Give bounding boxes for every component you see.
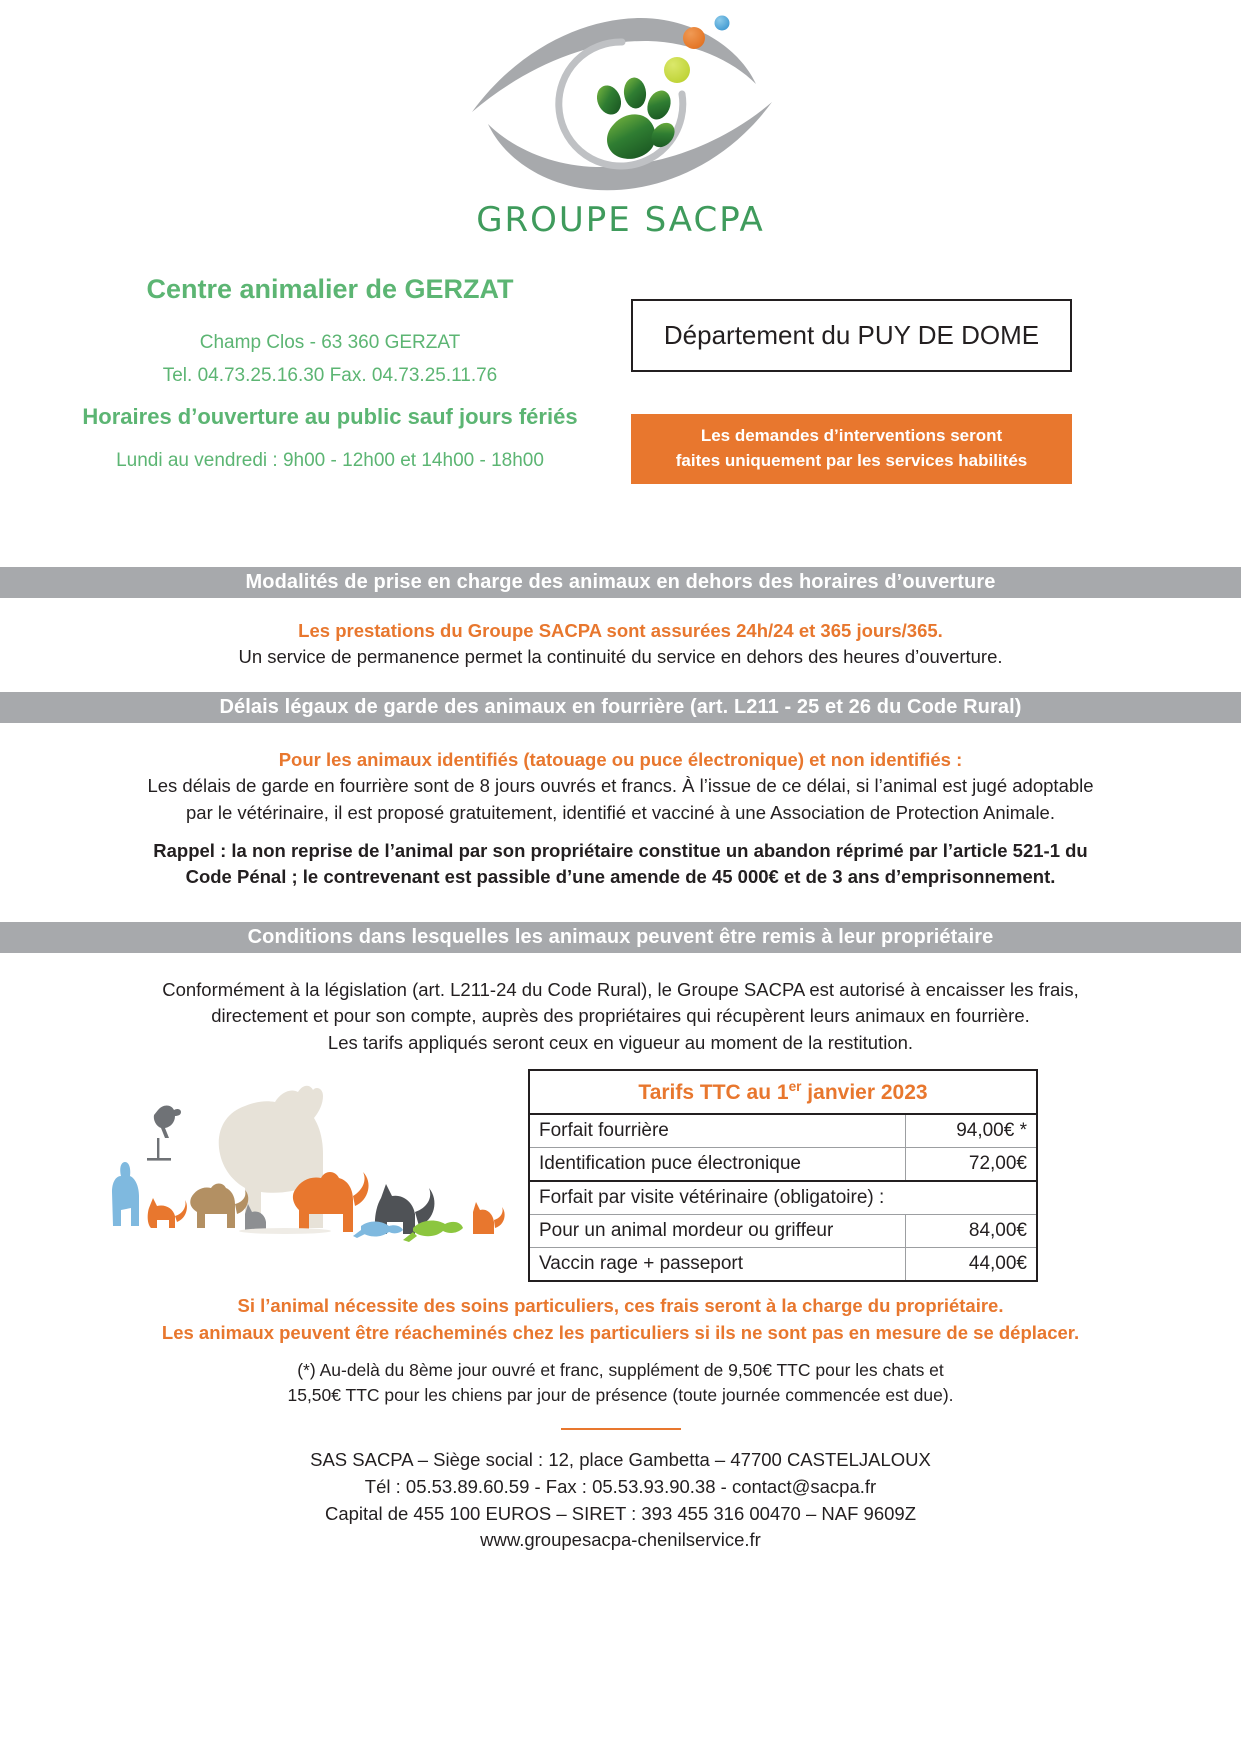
eye-paw-logo-icon <box>456 8 786 198</box>
department-label: Département du PUY DE DOME <box>663 320 1040 350</box>
section-bar-modalites-label: Modalités de prise en charge des animaux en dehors des horaires d’ouverture <box>245 571 996 593</box>
section3-text-line2: directement et pour son compte, auprès des propriétaires qui récupèrent leurs animaux en fourrière. <box>211 1005 1030 1027</box>
tarif-label: Pour un animal mordeur ou griffeur <box>529 1215 906 1248</box>
footer-line-3: Capital de 455 100 EUROS – SIRET : 393 455 316 00470 – NAF 9609Z <box>324 1502 916 1524</box>
intervention-notice-line2: faites uniquement par les services habilités <box>675 451 1028 470</box>
section-bar-delais <box>0 692 1241 723</box>
care-note-line1: Si l’animal nécessite des soins particuliers, ces frais seront à la charge du propriétaire. <box>237 1295 1004 1316</box>
table-row <box>529 1215 1037 1248</box>
tarifs-title-sup: er <box>788 1079 802 1094</box>
brand-header <box>0 8 1241 240</box>
section2-text-line2: par le vétérinaire, il est proposé gratuitement, identifié et vacciné à une Association de Protection Animale. <box>186 801 1055 823</box>
section1-highlight: Les prestations du Groupe SACPA sont assurées 24h/24 et 365 jours/365. <box>298 620 943 641</box>
table-row <box>529 1114 1037 1148</box>
tarif-label: Vaccin rage + passeport <box>529 1248 906 1282</box>
section2-body <box>70 747 1171 826</box>
tarifs-table-header-row <box>529 1070 1037 1114</box>
section-bar-delais-label: Délais légaux de garde des animaux en fourrière (art. L211 - 25 et 26 du Code Rural) <box>219 696 1022 718</box>
section2-highlight: Pour les animaux identifiés (tatouage ou puce électronique) et non identifiés : <box>278 749 963 770</box>
page-title: Centre animalier de GERZAT <box>146 274 514 304</box>
opening-hours-title: Horaires d’ouverture au public sauf jours fériés <box>82 404 578 429</box>
center-phone-fax: Tel. 04.73.25.16.30 Fax. 04.73.25.11.76 <box>162 365 498 386</box>
intervention-notice-line1: Les demandes d’interventions seront <box>700 426 1003 446</box>
asterisk-note-line1: (*) Au-delà du 8ème jour ouvré et franc, supplément de 9,50€ TTC pour les chats et <box>297 1360 944 1380</box>
tarif-price: 94,00€ * <box>906 1114 1038 1148</box>
footer-divider <box>561 1428 681 1430</box>
tarif-price: 72,00€ <box>906 1148 1038 1182</box>
center-address: Champ Clos - 63 360 GERZAT <box>199 332 461 353</box>
animal-silhouettes-icon <box>95 1068 505 1263</box>
section2-rappel-line1: Rappel : la non reprise de l’animal par son propriétaire constitue un abandon réprimé par l’article 521-1 du <box>153 840 1088 861</box>
care-notes <box>70 1293 1171 1347</box>
logo-wordmark: GROUPE SACPA <box>476 200 765 240</box>
legal-footer <box>70 1447 1171 1554</box>
footer-line-2: Tél : 05.53.89.60.59 - Fax : 05.53.93.90.38 - contact@sacpa.fr <box>364 1475 877 1497</box>
section-bar-conditions-label: Conditions dans lesquelles les animaux peuvent être remis à leur propriétaire <box>247 926 994 948</box>
footer-website: www.groupesacpa-chenilservice.fr <box>480 1529 761 1551</box>
section3-text-line3: Les tarifs appliqués seront ceux en vigueur au moment de la restitution. <box>327 1031 914 1053</box>
footer-line-1: SAS SACPA – Siège social : 12, place Gambetta – 47700 CASTELJALOUX <box>310 1449 931 1470</box>
section2-text-line1: Les délais de garde en fourrière sont de 8 jours ouvrés et francs. À l’issue de ce délai, si l’animal est jugé adoptable <box>147 775 1094 797</box>
tarif-group-label: Forfait par visite vétérinaire (obligatoire) : <box>529 1181 1037 1215</box>
tarif-label: Identification puce électronique <box>529 1148 906 1182</box>
section2-rappel-line2: Code Pénal ; le contrevenant est passible d’une amende de 45 000€ et de 3 ans d’emprisonnement. <box>185 866 1056 888</box>
section1-body <box>70 618 1171 671</box>
tarif-group-row <box>529 1181 1037 1215</box>
tarifs-title-prefix: Tarifs TTC au 1 <box>638 1081 789 1104</box>
section3-text-line1: Conformément à la législation (art. L211-24 du Code Rural), le Groupe SACPA est autorisé à encaisser les frais, <box>162 979 1079 1000</box>
section3-body <box>70 977 1171 1056</box>
opening-hours-line: Lundi au vendredi : 9h00 - 12h00 et 14h00 - 18h00 <box>116 450 544 471</box>
section-bar-modalites <box>0 567 1241 598</box>
asterisk-note-line2: 15,50€ TTC pour les chiens par jour de présence (toute journée commencée est due). <box>287 1385 954 1406</box>
tarif-price: 44,00€ <box>906 1248 1038 1282</box>
section-bar-conditions <box>0 922 1241 953</box>
department-box <box>631 299 1072 372</box>
table-row <box>529 1148 1037 1182</box>
tarifs-title-suffix: janvier 2023 <box>801 1081 928 1104</box>
section2-rappel <box>70 838 1171 891</box>
tarif-label: Forfait fourrière <box>529 1114 906 1148</box>
table-row <box>529 1248 1037 1282</box>
tarifs-table <box>528 1069 1038 1282</box>
care-note-line2: Les animaux peuvent être réacheminés chez les particuliers si ils ne sont pas en mesure de se déplacer. <box>161 1321 1080 1343</box>
asterisk-note <box>70 1358 1171 1409</box>
tarifs-title-cell <box>529 1070 1037 1114</box>
section1-text: Un service de permanence permet la continuité du service en dehors des heures d’ouverture. <box>238 646 1003 668</box>
intervention-notice-box <box>631 414 1072 484</box>
tarif-price: 84,00€ <box>906 1215 1038 1248</box>
